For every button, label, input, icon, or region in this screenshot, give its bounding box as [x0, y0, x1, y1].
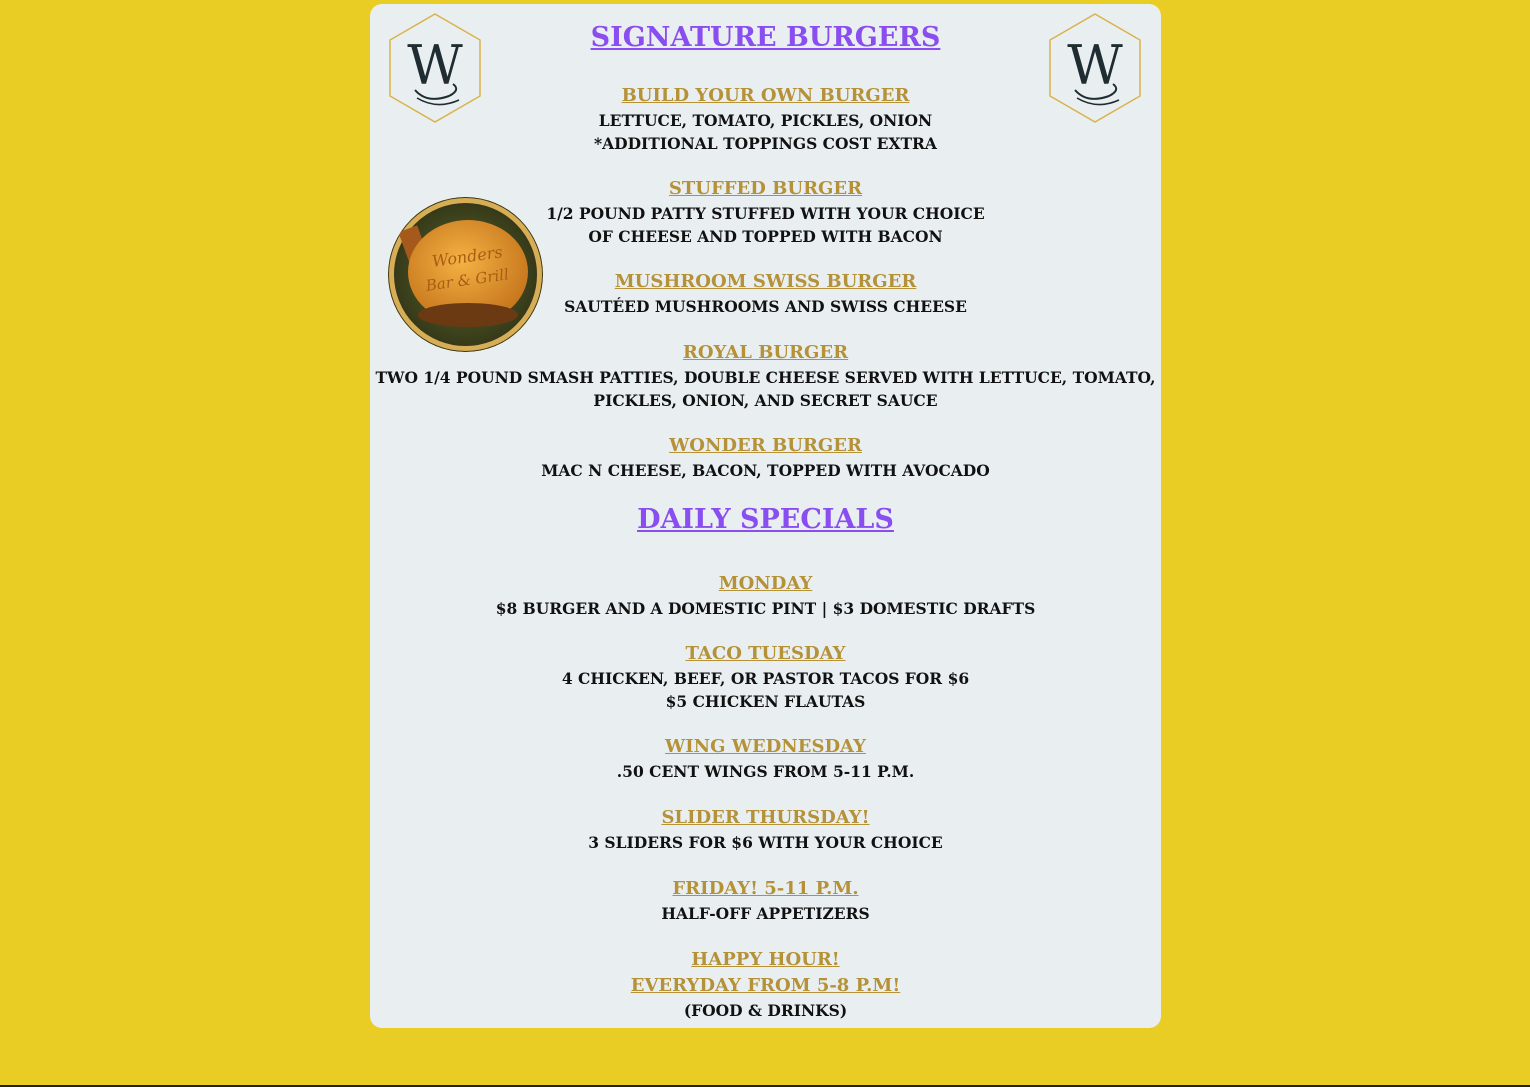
section-title-daily-specials: DAILY SPECIALS	[637, 504, 894, 535]
menu-item	[370, 433, 1161, 482]
photo-branding-text: Wonders	[430, 242, 504, 271]
item-title: TACO TUESDAY	[685, 643, 846, 664]
item-title: SLIDER THURSDAY!	[661, 807, 870, 828]
item-title: STUFFED BURGER	[668, 178, 863, 199]
menu-item	[370, 269, 1161, 318]
svg-text:W: W	[1067, 34, 1123, 97]
item-title: ROYAL BURGER	[682, 342, 849, 363]
menu-item	[370, 876, 1161, 925]
item-desc: PICKLES, ONION, AND SECRET SAUCE	[593, 391, 938, 410]
item-desc: .50 CENT WINGS FROM 5-11 P.M.	[616, 762, 915, 781]
item-desc: *ADDITIONAL TOPPINGS COST EXTRA	[594, 134, 937, 153]
menu-item	[370, 571, 1161, 620]
item-desc: 3 SLIDERS FOR $6 WITH YOUR CHOICE	[588, 833, 943, 852]
item-desc: (FOOD & DRINKS)	[683, 1001, 848, 1020]
menu-card	[370, 4, 1161, 1028]
menu-item	[370, 176, 1161, 248]
menu-item	[370, 340, 1161, 412]
item-title: WING WEDNESDAY	[665, 736, 866, 757]
item-desc: LETTUCE, TOMATO, PICKLES, ONION	[598, 111, 933, 130]
item-desc: $5 CHICKEN FLAUTAS	[665, 692, 866, 711]
svg-text:W: W	[407, 34, 463, 97]
item-title: FRIDAY! 5-11 P.M.	[672, 878, 859, 899]
item-desc: HALF-OFF APPETIZERS	[661, 904, 870, 923]
svg-text:Bar & Grill: Bar & Grill	[424, 265, 510, 295]
item-desc: 4 CHICKEN, BEEF, OR PASTOR TACOS FOR $6	[561, 669, 970, 688]
menu-item	[370, 641, 1161, 713]
item-desc: MAC N CHEESE, BACON, TOPPED WITH AVOCADO	[541, 461, 990, 480]
section-title-signature-burgers: SIGNATURE BURGERS	[590, 22, 941, 53]
menu-item	[370, 734, 1161, 783]
item-title: EVERYDAY FROM 5-8 P.M!	[630, 975, 901, 996]
menu-item	[370, 947, 1161, 1022]
item-title: MUSHROOM SWISS BURGER	[614, 271, 917, 292]
item-desc: $8 BURGER AND A DOMESTIC PINT | $3 DOMESTIC DRAFTS	[495, 599, 1036, 618]
menu-item	[370, 805, 1161, 854]
item-desc: 1/2 POUND PATTY STUFFED WITH YOUR CHOICE	[546, 204, 985, 223]
item-title: MONDAY	[718, 573, 813, 594]
menu-item	[370, 83, 1161, 155]
item-desc: SAUTÉED MUSHROOMS AND SWISS CHEESE	[564, 297, 967, 316]
item-title: BUILD YOUR OWN BURGER	[621, 85, 910, 106]
item-desc: TWO 1/4 POUND SMASH PATTIES, DOUBLE CHEESE SERVED WITH LETTUCE, TOMATO,	[375, 368, 1156, 387]
item-title: HAPPY HOUR!	[691, 949, 840, 970]
item-desc: OF CHEESE AND TOPPED WITH BACON	[588, 227, 943, 246]
item-title: WONDER BURGER	[669, 435, 862, 456]
